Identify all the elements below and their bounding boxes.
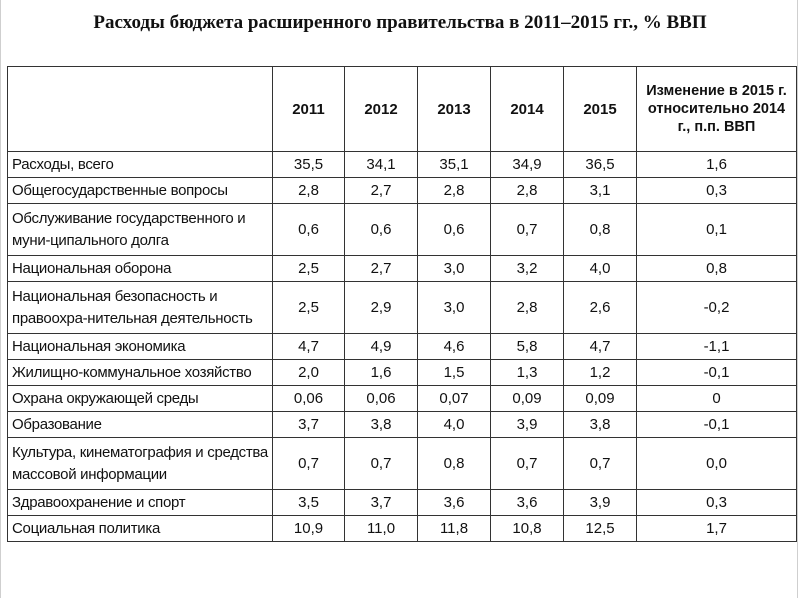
cell-2014: 0,7	[491, 204, 564, 256]
cell-2013: 3,6	[418, 490, 491, 516]
table-row	[8, 438, 797, 490]
cell-2013: 35,1	[418, 152, 491, 178]
change-header: Изменение в 2015 г. относительно 2014 г., п.п. ВВП	[637, 67, 797, 152]
header-empty-cell	[8, 67, 273, 152]
cell-change: 0,3	[637, 490, 797, 516]
cell-change: 0,3	[637, 178, 797, 204]
cell-2011: 0,6	[273, 204, 345, 256]
cell-2014: 2,8	[491, 178, 564, 204]
year-header-2014: 2014	[491, 67, 564, 152]
table-row	[8, 360, 797, 386]
cell-2015: 2,6	[564, 282, 637, 334]
cell-2011: 0,7	[273, 438, 345, 490]
table-row	[8, 178, 797, 204]
cell-2014: 1,3	[491, 360, 564, 386]
table-row	[8, 386, 797, 412]
cell-change: -1,1	[637, 334, 797, 360]
row-label: Национальная безопасность и правоохра-нительная деятельность	[8, 282, 273, 334]
cell-2014: 5,8	[491, 334, 564, 360]
cell-2013: 1,5	[418, 360, 491, 386]
cell-2011: 0,06	[273, 386, 345, 412]
cell-2012: 4,9	[345, 334, 418, 360]
cell-2015: 4,7	[564, 334, 637, 360]
cell-2014: 10,8	[491, 516, 564, 542]
cell-2012: 2,9	[345, 282, 418, 334]
cell-2012: 0,6	[345, 204, 418, 256]
cell-2012: 0,06	[345, 386, 418, 412]
cell-2014: 3,9	[491, 412, 564, 438]
row-label: Культура, кинематография и средства массовой информации	[8, 438, 273, 490]
table-body	[8, 152, 797, 542]
cell-2013: 4,6	[418, 334, 491, 360]
cell-2014: 0,09	[491, 386, 564, 412]
cell-2015: 0,7	[564, 438, 637, 490]
table-row	[8, 412, 797, 438]
cell-2014: 2,8	[491, 282, 564, 334]
cell-2011: 4,7	[273, 334, 345, 360]
cell-2013: 3,0	[418, 256, 491, 282]
cell-2015: 12,5	[564, 516, 637, 542]
year-header-2015: 2015	[564, 67, 637, 152]
cell-2012: 34,1	[345, 152, 418, 178]
year-header-2012: 2012	[345, 67, 418, 152]
row-label: Жилищно-коммунальное хозяйство	[8, 360, 273, 386]
row-label: Обслуживание государственного и муни-ципального долга	[8, 204, 273, 256]
table-row	[8, 516, 797, 542]
row-label: Национальная экономика	[8, 334, 273, 360]
row-label: Здравоохранение и спорт	[8, 490, 273, 516]
page-title: Расходы бюджета расширенного правительства в 2011–2015 гг., % ВВП	[93, 12, 707, 33]
cell-change: -0,1	[637, 412, 797, 438]
cell-2011: 2,5	[273, 282, 345, 334]
cell-2014: 34,9	[491, 152, 564, 178]
header-row	[8, 67, 797, 152]
cell-change: -0,2	[637, 282, 797, 334]
table-row	[8, 490, 797, 516]
cell-2013: 0,6	[418, 204, 491, 256]
cell-2012: 0,7	[345, 438, 418, 490]
cell-change: 0,8	[637, 256, 797, 282]
cell-2015: 1,2	[564, 360, 637, 386]
cell-change: 0	[637, 386, 797, 412]
cell-2012: 1,6	[345, 360, 418, 386]
cell-change: 1,6	[637, 152, 797, 178]
year-header-2013: 2013	[418, 67, 491, 152]
year-header-2011: 2011	[273, 67, 345, 152]
table-row	[8, 334, 797, 360]
cell-2011: 2,5	[273, 256, 345, 282]
cell-2013: 2,8	[418, 178, 491, 204]
cell-2013: 4,0	[418, 412, 491, 438]
table-row	[8, 282, 797, 334]
cell-2011: 2,8	[273, 178, 345, 204]
cell-2013: 3,0	[418, 282, 491, 334]
cell-2014: 0,7	[491, 438, 564, 490]
cell-2011: 3,7	[273, 412, 345, 438]
row-label: Расходы, всего	[8, 152, 273, 178]
cell-2011: 10,9	[273, 516, 345, 542]
row-label: Национальная оборона	[8, 256, 273, 282]
cell-2015: 3,8	[564, 412, 637, 438]
cell-2015: 36,5	[564, 152, 637, 178]
row-label: Общегосударственные вопросы	[8, 178, 273, 204]
cell-change: 1,7	[637, 516, 797, 542]
cell-change: 0,1	[637, 204, 797, 256]
row-label: Образование	[8, 412, 273, 438]
table-row	[8, 256, 797, 282]
cell-change: 0,0	[637, 438, 797, 490]
cell-2013: 0,07	[418, 386, 491, 412]
cell-2015: 3,9	[564, 490, 637, 516]
cell-2011: 3,5	[273, 490, 345, 516]
cell-2014: 3,2	[491, 256, 564, 282]
cell-2015: 4,0	[564, 256, 637, 282]
cell-2012: 2,7	[345, 178, 418, 204]
cell-2013: 0,8	[418, 438, 491, 490]
table-row	[8, 204, 797, 256]
cell-2014: 3,6	[491, 490, 564, 516]
cell-2015: 0,09	[564, 386, 637, 412]
table-row	[8, 152, 797, 178]
cell-2012: 3,8	[345, 412, 418, 438]
cell-2015: 0,8	[564, 204, 637, 256]
cell-change: -0,1	[637, 360, 797, 386]
cell-2013: 11,8	[418, 516, 491, 542]
cell-2011: 2,0	[273, 360, 345, 386]
row-label: Охрана окружающей среды	[8, 386, 273, 412]
cell-2015: 3,1	[564, 178, 637, 204]
cell-2011: 35,5	[273, 152, 345, 178]
budget-table	[7, 66, 797, 542]
row-label: Социальная политика	[8, 516, 273, 542]
cell-2012: 11,0	[345, 516, 418, 542]
cell-2012: 3,7	[345, 490, 418, 516]
cell-2012: 2,7	[345, 256, 418, 282]
